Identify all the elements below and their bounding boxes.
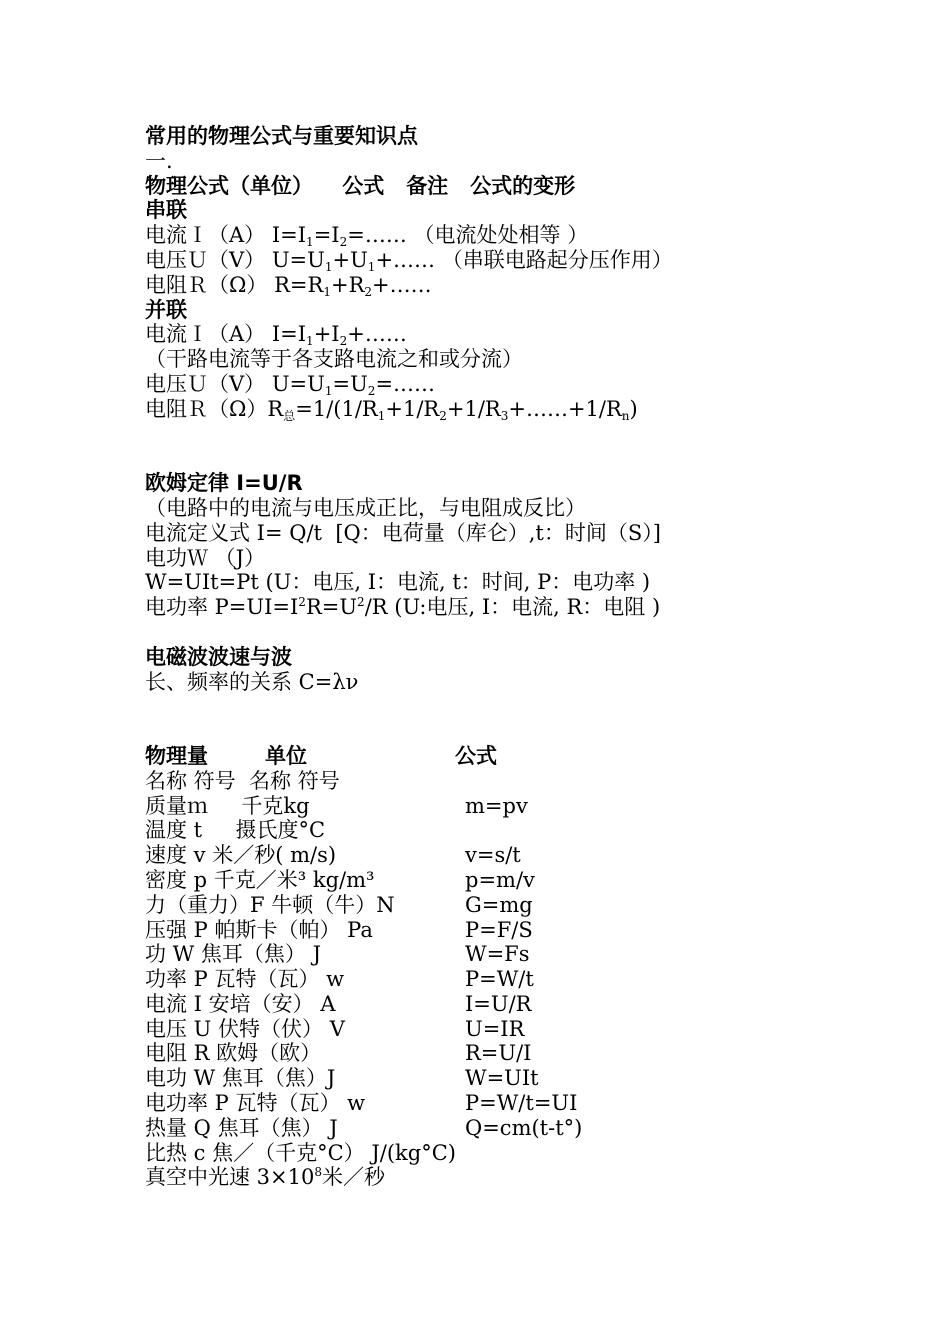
- spacer: [145, 620, 905, 645]
- table-cell-quantity-unit: 比热 c 焦／（千克°C） J/(kg°C): [145, 1140, 456, 1165]
- table-cell-quantity-unit: 温度 t 摄氏度°C: [145, 818, 326, 843]
- table-cell-formula: W=Fs: [465, 942, 530, 967]
- table-cell-formula: P=W/t: [465, 967, 534, 992]
- light-speed-line: 真空中光速 $3\times 10^8$米／秒: [145, 1165, 385, 1190]
- table-header-formula: 公式: [455, 743, 497, 768]
- table-cell-quantity-unit: 速度 v 米／秒( m/s): [145, 843, 337, 868]
- table-cell-formula: I=U/R: [465, 991, 532, 1016]
- table-cell-quantity-unit: 压强 P 帕斯卡（帕） Pa: [145, 917, 373, 942]
- series-resistance-line: 电阻Ｒ（Ω） $R=R_1+R_2+\dots\dots$: [145, 272, 432, 299]
- table-row: [145, 843, 905, 868]
- parallel-heading: 并联: [145, 297, 187, 322]
- table-cell-formula: P=W/t=UI: [465, 1091, 578, 1116]
- table-cell-quantity-unit: 质量ｍ 千克kg: [145, 793, 310, 818]
- document-page: [145, 124, 905, 1190]
- electric-power-formula: 电功率 $P=UI=I^2R=U^2/R$ (U:电压, I：电流, R：电阻 ): [145, 595, 661, 620]
- series-voltage-line: 电压Ｕ（V） $U=U_1+U_1+\dots\dots$ （串联电路起分压作用）: [145, 247, 673, 274]
- table-header-unit: 单位: [265, 743, 307, 768]
- table-row: [145, 893, 905, 918]
- table-cell-formula: W=UIt: [465, 1066, 539, 1091]
- table-row: [145, 1041, 905, 1066]
- table-cell-formula: G=mg: [465, 892, 533, 917]
- current-definition: 电流定义式 I= Q/t [Q：电荷量（库仑）,t：时间（S）]: [145, 520, 661, 545]
- parallel-resistance-line: 电阻$R(\Omega)R_总=1/(1/R_1+1/R_2+1/R_3+\dots\dots+1/R_n)$: [145, 396, 638, 423]
- table-row: [145, 992, 905, 1017]
- table-cell-formula: v=s/t: [465, 843, 521, 868]
- table-row: [145, 1066, 905, 1091]
- table-row: [145, 967, 905, 992]
- table-cell-quantity-unit: 电阻 R 欧姆（欧）: [145, 1041, 322, 1066]
- header-note: 备注: [406, 173, 449, 198]
- formula-header: [145, 174, 905, 199]
- table-header-quantity: 物理量: [145, 743, 208, 768]
- parallel-current-note: （干路电流等于各支路电流之和或分流）: [145, 347, 523, 372]
- table-cell-formula: p=m/v: [465, 867, 535, 892]
- quantity-table-header: [145, 744, 905, 769]
- table-row: [145, 1091, 905, 1116]
- table-row: [145, 942, 905, 967]
- table-row: [145, 918, 905, 943]
- electric-work-label: 电功Ｗ （J）: [145, 545, 266, 570]
- table-row: [145, 794, 905, 819]
- header-formula: 公式: [342, 173, 385, 198]
- table-cell-quantity-unit: 电功率 P 瓦特（瓦） w: [145, 1091, 366, 1116]
- spacer: [145, 422, 905, 472]
- quantity-table-rows: [145, 794, 905, 1166]
- table-cell-quantity-unit: 电压 U 伏特（伏） V: [145, 1016, 345, 1041]
- electric-work-formula: W=UIt=Pt (U：电压, I：电流, t：时间, P：电功率 ): [145, 570, 651, 595]
- table-cell-quantity-unit: 密度 p 千克／米³ kg/m³: [145, 867, 375, 892]
- ohm-note: （电路中的电流与电压成正比，与电阻成反比）: [145, 495, 586, 520]
- section-number: 一.: [145, 148, 173, 173]
- table-cell-formula: R=U/I: [465, 1041, 532, 1066]
- table-cell-formula: P=F/S: [465, 917, 533, 942]
- document-title: 常用的物理公式与重要知识点: [145, 124, 418, 148]
- table-cell-quantity-unit: 电功 W 焦耳（焦）J: [145, 1066, 336, 1091]
- table-cell-quantity-unit: 功 W 焦耳（焦） J: [145, 942, 322, 967]
- table-cell-formula: U=IR: [465, 1016, 525, 1041]
- header-variation: 公式的变形: [470, 173, 576, 198]
- table-subheader: 名称 符号 名称 符号: [145, 768, 340, 793]
- table-cell-formula: Q=cm(t-t°): [465, 1115, 583, 1140]
- table-row: [145, 868, 905, 893]
- spacer: [145, 694, 905, 744]
- table-row: [145, 818, 905, 843]
- table-cell-formula: m=pv: [465, 793, 528, 818]
- table-row: [145, 1017, 905, 1042]
- table-cell-quantity-unit: 电流 I 安培（安） A: [145, 991, 336, 1016]
- series-heading: 串联: [145, 198, 187, 223]
- em-wave-heading: 电磁波波速与波: [145, 644, 292, 669]
- table-cell-quantity-unit: 力（重力）F 牛顿（牛）N: [145, 892, 395, 917]
- ohm-heading: 欧姆定律 I=U/R: [145, 471, 303, 496]
- parallel-current-line: 电流Ｉ（A） $I=I_1+I_2+\dots\dots$: [145, 322, 407, 349]
- table-row: [145, 1116, 905, 1141]
- header-physics-formula: 物理公式（单位）: [145, 173, 313, 198]
- series-current-line: 电流Ｉ（A） $I=I_1=I_2=\dots\dots$ （电流处处相等 ）: [145, 223, 589, 250]
- em-wave-relation: 长、频率的关系 C=λν: [145, 669, 359, 694]
- parallel-voltage-line: 电压Ｕ（V） $U=U_1=U_2=\dots\dots$: [145, 371, 436, 398]
- table-cell-quantity-unit: 功率 P 瓦特（瓦） w: [145, 967, 345, 992]
- table-row: [145, 1141, 905, 1166]
- table-cell-quantity-unit: 热量 Q 焦耳（焦） J: [145, 1115, 338, 1140]
